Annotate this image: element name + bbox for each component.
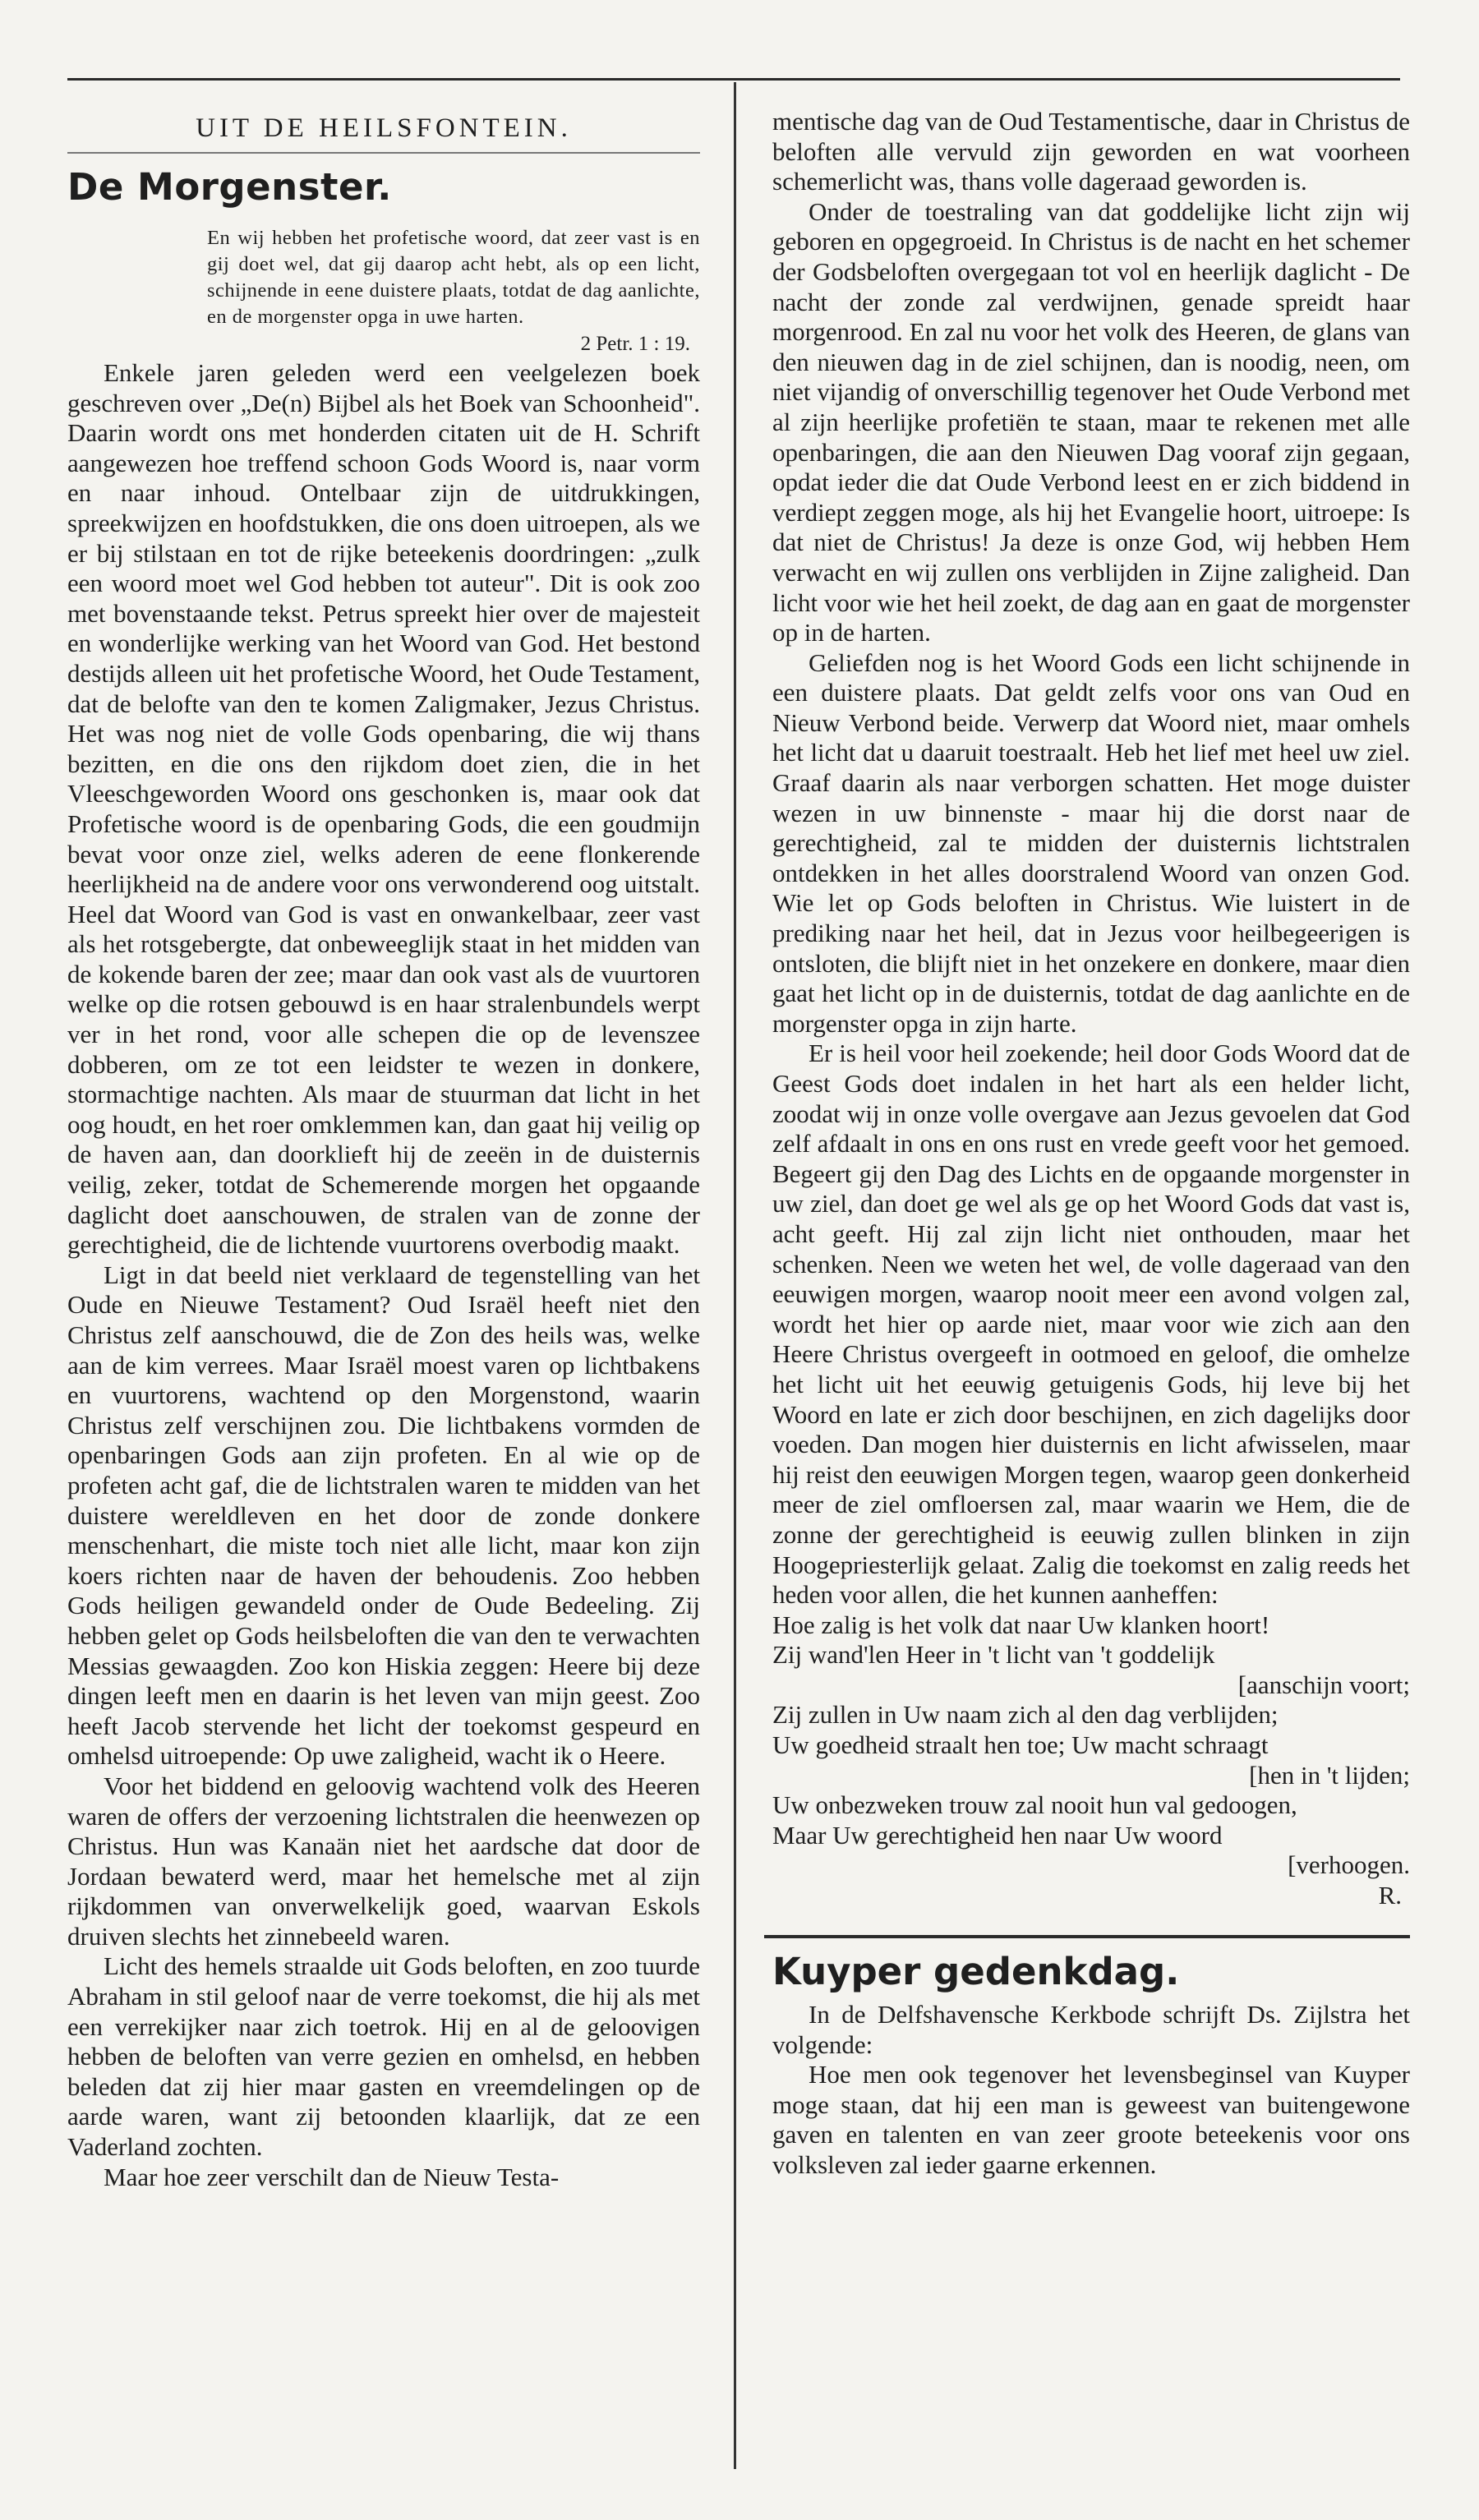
article-title-kuyper: Kuyper gedenkdag. bbox=[772, 1950, 1180, 1994]
paragraph: Voor het biddend en geloovig wachtend volk des Heeren waren de offers der verzoening lichtstralen die heenwezen op Christus. Hun was Kanaän niet het aardsche dat door de Jordaan bewaterd werd, maar het hemelsche met al zijn rijkdommen van onverwelkelijk goed, waarvan Eskols druiven slechts het zinnebeeld waren. bbox=[67, 1771, 700, 1951]
author-signature: R. bbox=[1378, 1881, 1402, 1910]
top-rule bbox=[67, 78, 1400, 81]
section-heading: UIT DE HEILSFONTEIN. bbox=[67, 113, 700, 154]
bible-reference: 2 Petr. 1 : 19. bbox=[580, 333, 690, 355]
paragraph: Er is heil voor heil zoekende; heil door Gods Woord dat de Geest Gods doet indalen in het hart als een helder licht, zoodat wij in onze volle overgave aan Jezus gevoelen dat God zelf afdaalt in ons en ons rust en vrede geeft voor het gemoed. Begeert gij den Dag des Lichts en de opgaande morgenster in uw ziel, dan doet ge wel als ge op het Woord Gods dat vast is, acht geeft. Hij zal zijn licht niet onthouden, maar het schenken. Neen we weten het wel, de volle dageraad van den eeuwigen morgen, waarop nooit meer een avond volgen zal, wordt het hier op aarde niet, maar voor wie zich aan den Heere Christus overgeeft in ootmoed en geloof, die omhelze het licht uit het eeuwig getuigenis Gods, hij leve bij het Woord en late er zich door beschijnen, en zich dagelijks door voeden. Dan mogen hier duisternis en licht afwisselen, maar hij reist den eeuwigen Morgen tegen, waarop geen donkerheid meer de ziel omfloersen zal, maar waarin we Hem, die de zonne der gerechtigheid is eeuwig zullen blinken in zijn Hoogepriesterlijk gelaat. Zalig die toekomst en zalig reeds het heden voor allen, die het kunnen aanheffen: bbox=[772, 1039, 1410, 1610]
paragraph: Onder de toestraling van dat goddelijke licht zijn wij geboren en opgegroeid. In Christus is de nacht en het schemer der Godsbeloften overgegaan tot vol en heerlijk daglicht - De nacht der zonde zal verdwijnen, genade spreidt haar morgenrood. En zal nu voor het volk des Heeren, de glans van den nieuwen dag in de ziel schijnen, dan is noodig, neen, om niet vijandig of onverschillig tegenover het Oude Verbond met al zijn heerlijke profetiën te staan, maar te rekenen met alle openbaringen, die aan den Nieuwen Dag vooraf zijn gegaan, opdat ieder die dat Oude Verbond leest en er zich biddend in verdiept zeggen moge, als hij het Evangelie hoort, uitroepe: Is dat niet de Christus! Ja deze is onze God, wij hebben Hem verwacht en wij zullen ons verblijden in Zijne zaligheid. Dan licht voor wie het heil zoekt, de dag aan en gaat de morgenster op in de harten. bbox=[772, 196, 1410, 647]
paragraph: Enkele jaren geleden werd een veelgelezen boek geschreven over „De(n) Bijbel als het Boek van Schoonheid". Daarin wordt ons met honderden citaten uit de H. Schrift aangewezen hoe treffend schoon Gods Woord is, naar vorm en naar inhoud. Ontelbaar zijn de uitdrukkingen, spreekwijzen en hoofdstukken, die ons doen uitroepen, als we er bij stilstaan en tot de rijke beteekenis doordringen: „zulk een woord moet wel God hebben tot auteur". Dit is ook zoo met bovenstaande tekst. Petrus spreekt hier over de majesteit en wonderlijke werking van het Woord van God. Het bestond destijds alleen uit het profetische Woord, het Oude Testament, dat de belofte van den te komen Zaligmaker, Jezus Christus. Het was nog niet de volle Gods openbaring, die wij thans bezitten, en die ons den rijkdom doet zien, die in het Vleeschgeworden Woord ons geschonken is, maar ook dat Profetische woord is de openbaring Gods, die een goudmijn bevat voor onze ziel, welks aderen de eene flonkerende heerlijkheid na de andere voor ons verwonderend oog uitstalt. Heel dat Woord van God is vast en onwankelbaar, zeer vast als het rotsgebergte, dat onbeweeglijk staat in het midden van de kokende baren der zee; maar dan ook vast als de vuurtoren welke op die rotsen gebouwd is en haar stralenbundels werpt ver in het rond, voor alle schepen die op de levenszee dobberen, om ze tot een leidster te wezen in donkere, stormachtige nachten. Als maar de stuurman dat licht in het oog houdt, en het roer omklemmen kan, dan gaat hij veilig op de haven aan, dan doorklieft hij de zeeën in de duisternis veilig, zeker, totdat de Schemerende morgen het opgaande daglicht doet aanschouwen, de stralen van de zonne der gerechtigheid, die de lichtende vuurtorens overbodig maakt. bbox=[67, 358, 700, 1260]
poem-line: Zij wand'len Heer in 't licht van 't goddelijk bbox=[772, 1640, 1215, 1670]
paragraph-continued: mentische dag van de Oud Testamentische, daar in Christus de beloften alle vervuld zijn geworden en wat voorheen schemerlicht was, thans volle dageraad geworden is. bbox=[772, 107, 1410, 196]
left-column bbox=[67, 107, 700, 2192]
paragraph: Geliefden nog is het Woord Gods een licht schijnende in een duistere plaats. Dat geldt zelfs voor ons van Oud en Nieuw Verbond beide. Verwerp dat Woord niet, maar omhels het licht dat u daaruit toestraalt. Heb het lief met heel uw ziel. Graaf daarin als naar verborgen schatten. Het moge duister wezen in uw binnenste - maar hij die dorst naar de gerechtigheid, zal te midden der duisternis lichtstralen ontdekken in het alles doorstralend Woord van onzen God. Wie let op Gods beloften in Christus. Wie luistert in de prediking naar het heil, dat in Jezus voor heilbegeerigen is ontsloten, die blijft niet in het onzekere en donkere, maar dien gaat het licht op in de duisternis, totdat de dag aanlichte en de morgenster opga in zijn harte. bbox=[772, 647, 1410, 1038]
paragraph: Hoe men ook tegenover het levensbeginsel van Kuyper moge staan, dat hij een man is geweest van buitengewone gaven en talenten en van zeer groote beteekenis voor ons volksleven zal ieder gaarne erkennen. bbox=[772, 2060, 1410, 2179]
right-column bbox=[772, 107, 1410, 2181]
poem-line: Hoe zalig is het volk dat naar Uw klanken hoort! bbox=[772, 1610, 1270, 1639]
paragraph: In de Delfshavensche Kerkbode schrijft Ds. Zijlstra het volgende: bbox=[772, 2000, 1410, 2059]
paragraph: Ligt in dat beeld niet verklaard de tegenstelling van het Oude en Nieuwe Testament? Oud Israël heeft niet den Christus zelf aanschouwd, die de Zon des heils was, welke aan de kim verrees. Maar Israël moest varen op lichtbakens en vuurtorens, wachtend op den Morgenstond, waarin Christus zelf verschijnen zou. Die lichtbakens vormden de openbaringen Gods aan zijn profeten. En al wie op de profeten acht gaf, die de lichtstralen waren te midden van het duistere wereldleven en het door de zonde donkere menschenhart, die miste toch niet alle licht, maar kon zijn koers richten naar de haven der behoudenis. Zoo hebben Gods heiligen gewandeld onder de Oude Bedeeling. Zij hebben gelet op Gods heilsbeloften die van den te verwachten Messias gewaagden. Zoo kon Hiskia zeggen: Heere bij deze dingen leeft men en daarin is het leven van mijn geest. Zoo heeft Jacob stervende het licht der toekomst gespeurd en omhelsd uitroepende: Op uwe zaligheid, wacht ik o Heere. bbox=[67, 1260, 700, 1771]
bible-motto: En wij hebben het profetische woord, dat zeer vast is en gij doet wel, dat gij daarop acht hebt, als op een licht, schijnende in eene duistere plaats, totdat de dag aanlichte, en de morgenster opga in uwe harten. bbox=[207, 227, 700, 328]
poem-line-continuation: [hen in 't lijden; bbox=[1249, 1760, 1410, 1790]
poem-line-continuation: [aanschijn voort; bbox=[1237, 1670, 1410, 1699]
poem-line: Zij zullen in Uw naam zich al den dag verblijden; bbox=[772, 1700, 1279, 1730]
article-separator bbox=[764, 1935, 1410, 1938]
paragraph: Licht des hemels straalde uit Gods beloften, en zoo tuurde Abraham in stil geloof naar de verre toekomst, die hij als met een verrekijker naar zich toetrok. Hij en al de geloovigen hebben de beloften van verre gezien en omhelsd, en hebben beleden dat zij hier maar gasten en vreemdelingen op de aarde waren, want zij betoonden klaarlijk, dat ze een Vaderland zochten. bbox=[67, 1951, 700, 2162]
poem-line: Uw goedheid straalt hen toe; Uw macht schraagt bbox=[772, 1730, 1269, 1760]
column-divider bbox=[734, 82, 736, 2469]
paragraph: Maar hoe zeer verschilt dan de Nieuw Testa- bbox=[104, 2162, 560, 2191]
article-title-morgenster: De Morgenster. bbox=[67, 165, 392, 209]
psalm-verse bbox=[772, 1610, 1410, 1881]
poem-line: Uw onbezweken trouw zal nooit hun val gedoogen, bbox=[772, 1790, 1297, 1820]
poem-line: Maar Uw gerechtigheid hen naar Uw woord bbox=[772, 1820, 1223, 1850]
poem-line-continuation: [verhoogen. bbox=[1288, 1850, 1410, 1880]
